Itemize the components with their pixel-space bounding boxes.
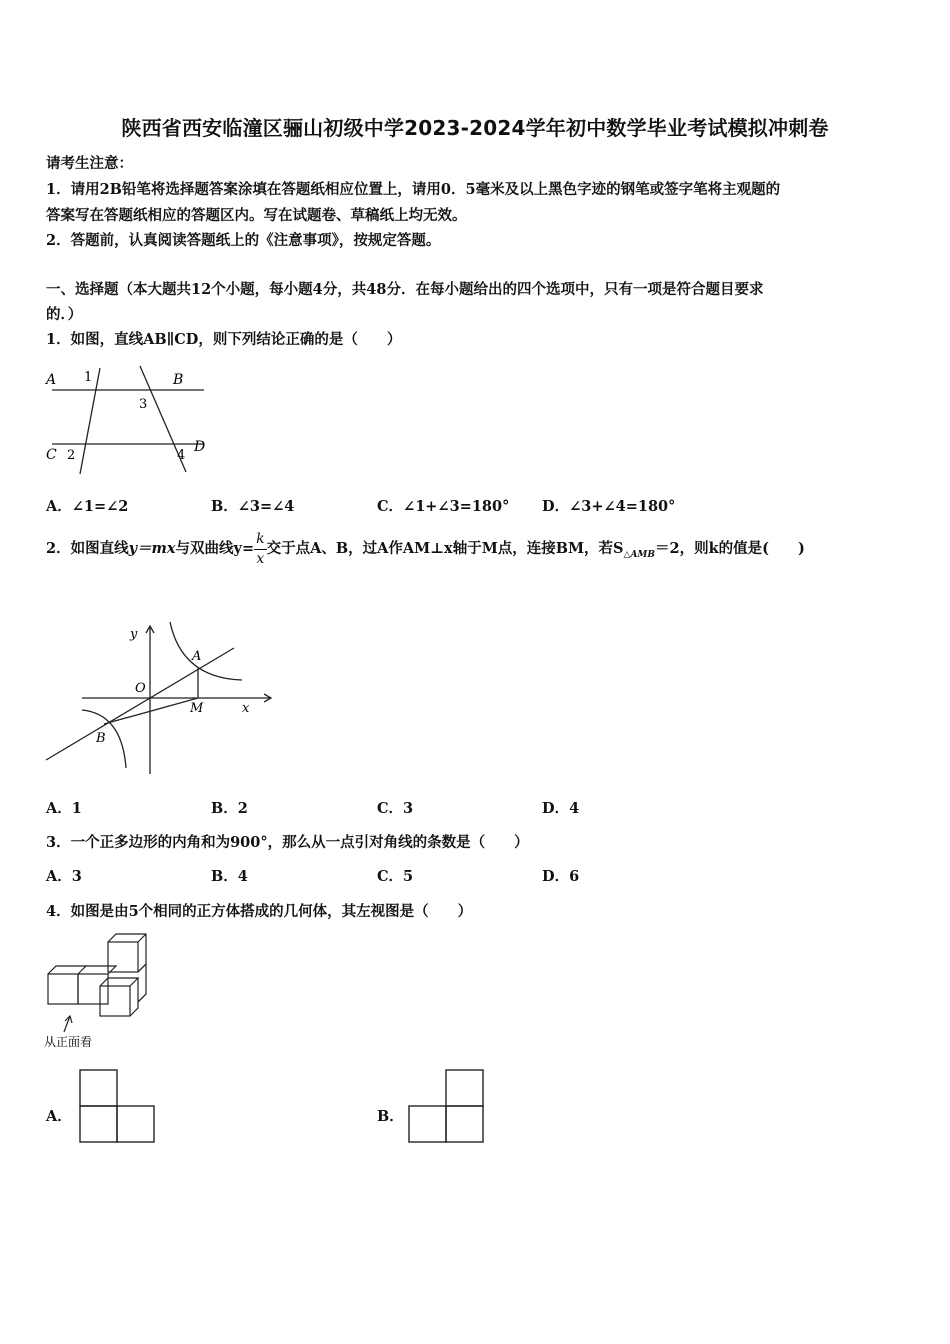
page-title: 陕西省西安临潼区骊山初级中学2023-2024学年初中数学毕业考试模拟冲刺卷 (121, 116, 829, 140)
q1-label-c: C (46, 447, 57, 463)
q2-label-m: M (190, 701, 204, 716)
q2-label-b: B (96, 731, 106, 746)
q2-frac-den: x (256, 551, 265, 567)
notice-line-2: 答案写在答题纸相应的答题区内。写在试题卷、草稿纸上均无效。 (46, 207, 467, 224)
q2-stem-c: 交于点A、B，过A作AM⊥x轴于M点，连接BM，若S (266, 540, 624, 557)
q4-figure-caption: 从正面看 (44, 1035, 93, 1049)
q2-stem (46, 532, 805, 566)
q1-label-a: A (46, 372, 57, 388)
q2-frac-num: k (254, 532, 266, 550)
q4-option-b[interactable]: B． (377, 1108, 404, 1125)
q2-figure (42, 618, 282, 778)
q1-stem: 1．如图，直线AB∥CD，则下列结论正确的是（ ） (46, 331, 402, 348)
q2-expr: y＝mx (128, 540, 176, 557)
q1-label-3: 3 (139, 397, 148, 412)
q4-figure (42, 930, 162, 1052)
q2-stem-b: 与双曲线y= (175, 540, 255, 557)
q2-label-a: A (192, 649, 202, 664)
q1-option-c[interactable]: C．∠1+∠3=180° (377, 498, 510, 515)
section-heading-line-1: 一、选择题（本大题共12个小题，每小题4分，共48分．在每小题给出的四个选项中，只有一项是符合题目要求 (46, 281, 764, 298)
q1-label-b: B (173, 372, 184, 388)
q3-option-b[interactable]: B．4 (211, 868, 248, 885)
q2-fraction (254, 532, 266, 566)
q1-label-4: 4 (177, 448, 186, 463)
section-heading-line-2: 的．） (46, 306, 83, 323)
q3-stem: 3．一个正多边形的内角和为900°，那么从一点引对角线的条数是（ ） (46, 834, 529, 851)
q1-label-1: 1 (84, 370, 93, 385)
notice-line-1: 1．请用2B铅笔将选择题答案涂填在答题纸相应位置上，请用0．5毫米及以上黑色字迹的钢笔或签字笔将主观题的 (46, 181, 781, 198)
q4-option-a[interactable]: A． (46, 1108, 72, 1125)
q1-figure (42, 360, 212, 478)
q3-option-c[interactable]: C．5 (377, 868, 414, 885)
q4-option-b-figure[interactable] (407, 1068, 487, 1144)
q2-subscript: △AMB (623, 549, 656, 560)
q4-option-a-figure[interactable] (78, 1068, 158, 1144)
q2-label-y: y (130, 627, 138, 642)
q2-option-c[interactable]: C．3 (377, 800, 414, 817)
q2-label-x: x (242, 701, 250, 716)
q1-label-2: 2 (67, 448, 76, 463)
q2-stem-a: 2．如图直线 (46, 540, 129, 557)
q3-option-a[interactable]: A．3 (46, 868, 82, 885)
q2-option-d[interactable]: D．4 (542, 800, 580, 817)
notice-heading: 请考生注意： (46, 155, 133, 172)
q1-label-d: D (194, 439, 206, 455)
q2-label-o: O (135, 681, 146, 696)
q1-option-a[interactable]: A．∠1=∠2 (46, 498, 129, 515)
q1-option-d[interactable]: D．∠3+∠4=180° (542, 498, 676, 515)
q2-stem-d: ＝2，则k的值是( ) (655, 540, 805, 557)
notice-line-3: 2．答题前，认真阅读答题纸上的《注意事项》，按规定答题。 (46, 232, 441, 249)
q3-option-d[interactable]: D．6 (542, 868, 580, 885)
q4-stem: 4．如图是由5个相同的正方体搭成的几何体，其左视图是（ ） (46, 903, 473, 920)
q2-option-a[interactable]: A．1 (46, 800, 82, 817)
q1-option-b[interactable]: B．∠3=∠4 (211, 498, 295, 515)
q2-option-b[interactable]: B．2 (211, 800, 248, 817)
